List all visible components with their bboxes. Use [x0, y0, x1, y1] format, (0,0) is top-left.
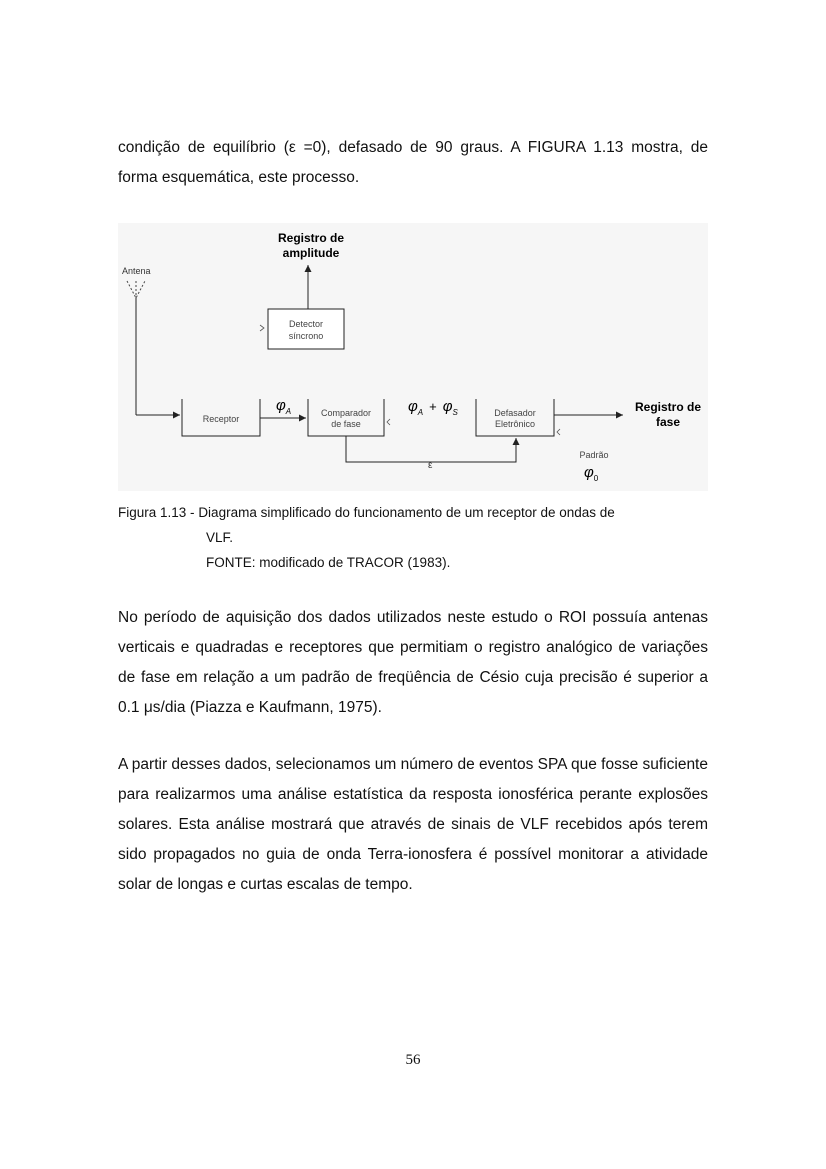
caption-source: FONTE: modificado de TRACOR (1983). [206, 555, 451, 570]
phi-a-symbol: $\varphi_A$ [276, 397, 292, 416]
amplitude-register-label-1: Registro de [277, 231, 345, 245]
page-number: 56 [405, 1052, 421, 1068]
caption-text: Diagrama simplificado do funcionamento de um receptor de ondas de [198, 505, 615, 520]
paragraph-analysis: A partir desses dados, selecionamos um número de eventos SPA que fosse suficiente para realizarmos uma análise estatística da resposta ionosférica perante explosões solares. Esta análise mostrará que através de sinais de VLF recebidos após terem sido propagados no guia de onda Terra-ionosfera é possível monitorar a atividade solar de longas e curtas escalas de tempo. [118, 756, 708, 893]
diagram-background [118, 223, 708, 491]
caption-continuation: VLF. [206, 530, 234, 545]
receiver-block-diagram [118, 223, 708, 491]
caption-line-1 [118, 500, 718, 525]
phase-register-label-2: fase [655, 415, 681, 429]
phase-shifter-label-1: Defasador [494, 408, 536, 418]
phase-sum-label: $\varphi_A + \varphi_S$ [408, 398, 458, 417]
phase-shifter-label-2: Eletrônico [494, 419, 536, 429]
phi-0-symbol: $\varphi_0$ [584, 464, 599, 483]
amplitude-register-label-2: amplitude [282, 246, 340, 260]
antenna-label: Antena [122, 266, 151, 276]
error-epsilon-label: ε [428, 460, 433, 471]
intro-line-2: forma esquemática, este processo. [118, 169, 360, 186]
comparator-label-2: de fase [331, 419, 361, 429]
synchronous-detector-box [268, 309, 344, 349]
figure-caption [118, 500, 718, 575]
intro-line-1: condição de equilíbrio (ε =0), defasado de 90 graus. A FIGURA 1.13 mostra, de [118, 139, 708, 156]
paragraph-acquisition: No período de aquisição dos dados utilizados neste estudo o ROI possuía antenas verticais e quadradas e receptores que permitiam o registro analógico de variações de fase em relação a um padrão de freqüência de Césio cuja precisão é superior a 0.1 μs/dia (Piazza e Kaufmann, 1975). [118, 609, 708, 716]
intro-paragraph [118, 133, 708, 193]
receiver-label: Receptor [202, 414, 240, 424]
caption-label: Figura 1.13 - [118, 505, 195, 520]
comparator-label-1: Comparador [320, 408, 372, 418]
detector-label-2: síncrono [288, 331, 324, 341]
phase-register-label-1: Registro de [634, 400, 702, 414]
standard-label: Padrão [579, 450, 609, 460]
detector-label-1: Detector [288, 319, 324, 329]
